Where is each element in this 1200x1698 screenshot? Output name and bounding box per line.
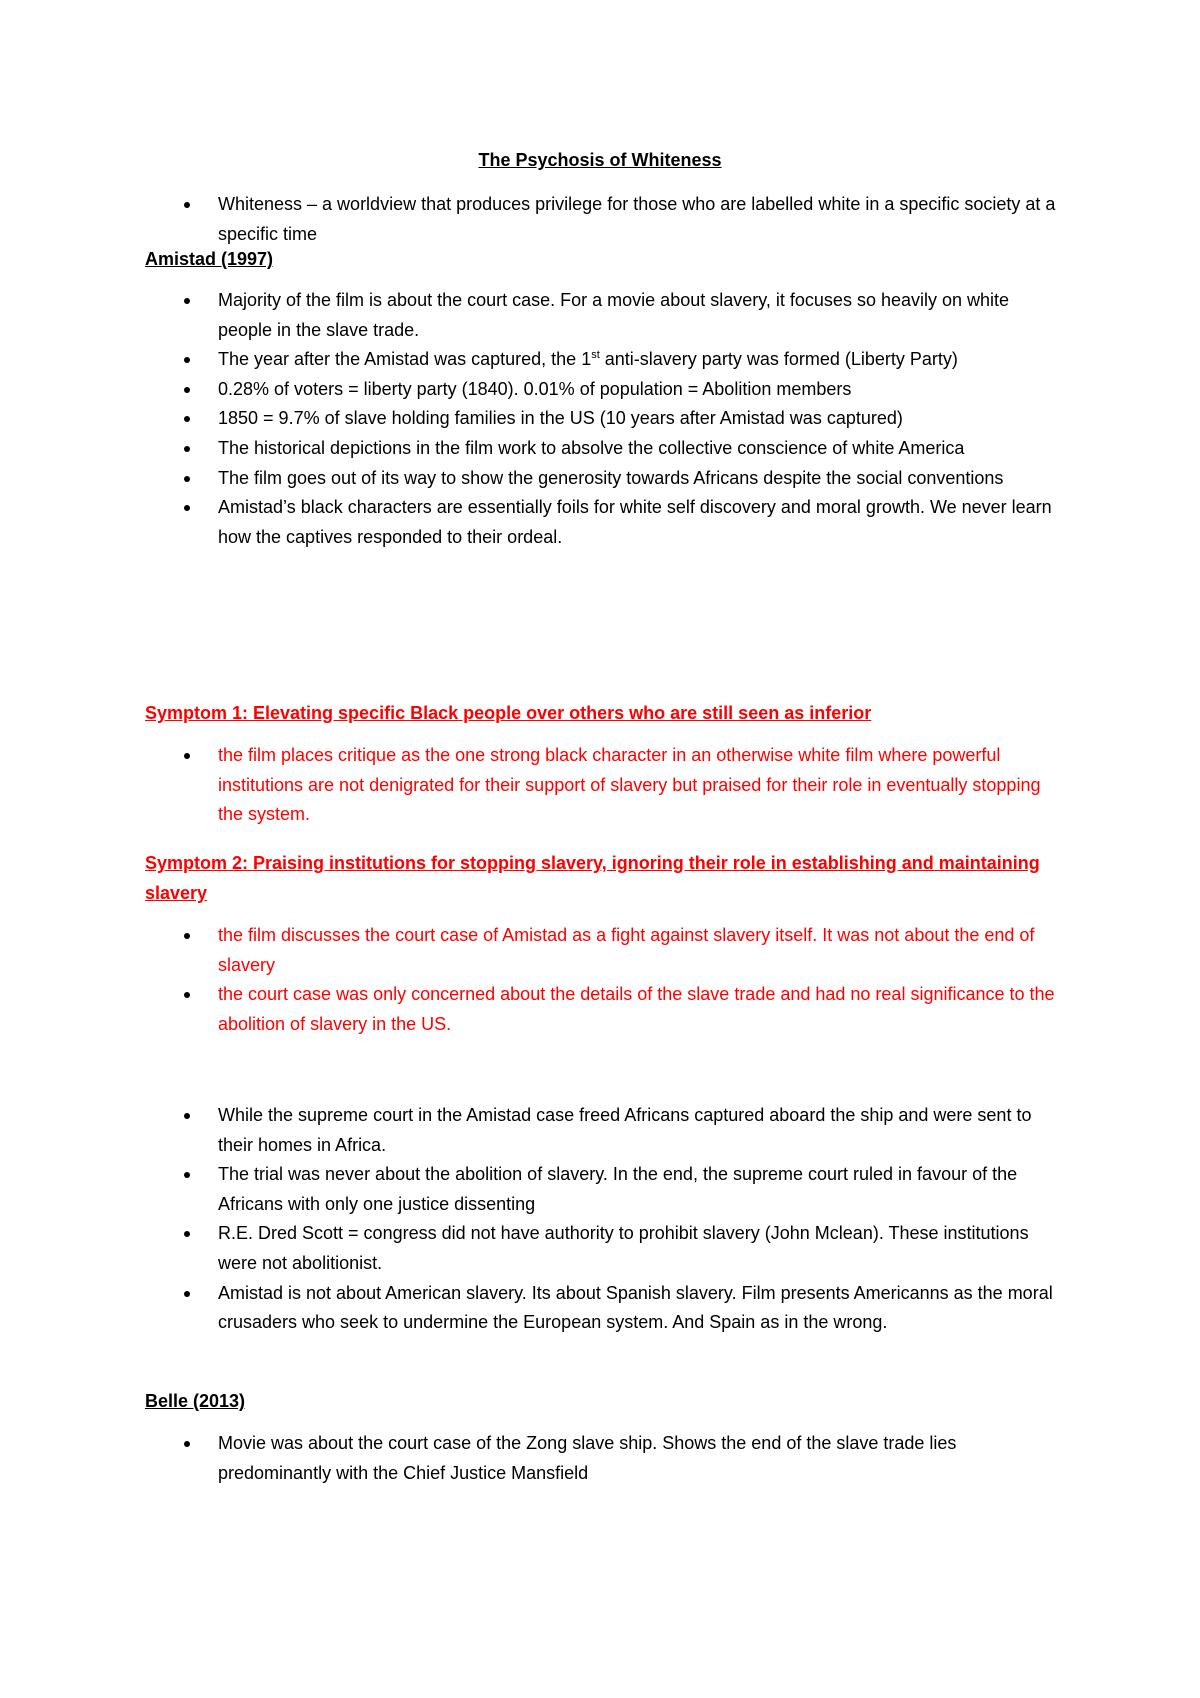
intro-list [145,190,1065,249]
list-item-text: Movie was about the court case of the Zong slave ship. Shows the end of the slave trade lies predominantly with the Chief Justice Mansfield [218,1433,957,1483]
list-item-text: Majority of the film is about the court case. For a movie about slavery, it focuses so heavily on white people in the slave trade. [218,290,1010,340]
list-item-text: The historical depictions in the film work to absolve the collective conscience of white America [218,437,965,458]
symptom-2-list [145,921,1065,1039]
list-item [145,1429,1065,1488]
page-title: The Psychosis of Whiteness [478,150,722,170]
list-item-text: the film places critique as the one strong black character in an otherwise white film where powerful institutions are not denigrated for their support of slavery but praised for their role in eventually stopping the system. [218,745,1041,825]
court-list [145,1101,1065,1338]
section-heading-amistad: Amistad (1997) [145,249,274,269]
list-item-text: 0.28% of voters = liberty party (1840). 0.01% of population = Abolition members [218,378,852,399]
bullet-icon [184,753,190,759]
bullet-icon [184,357,190,363]
list-item-text: Whiteness – a worldview that produces privilege for those who are labelled white in a specific society at a specific time [218,194,1056,244]
list-item-text: 1850 = 9.7% of slave holding families in the US (10 years after Amistad was captured) [218,408,903,429]
bullet-icon [184,1291,190,1297]
section-heading-belle: Belle (2013) [145,1391,246,1411]
list-item-text: While the supreme court in the Amistad case freed Africans captured aboard the ship and were sent to their homes in Africa. [218,1105,1032,1155]
bullet-icon [184,1231,190,1237]
belle-list [145,1429,1065,1488]
bullet-icon [184,505,190,511]
list-item-text-after: anti-slavery party was formed (Liberty Party) [599,349,958,370]
bullet-icon [184,446,190,452]
bullet-icon [184,416,190,422]
bullet-icon [184,992,190,998]
list-item [145,1160,1065,1219]
list-item-text: The film goes out of its way to show the generosity towards Africans despite the social conventions [218,467,1004,488]
list-item-text: the court case was only concerned about the details of the slave trade and had no real significance to the abolition of slavery in the US. [218,984,1055,1034]
list-item [145,404,1065,434]
list-item-text: Amistad is not about American slavery. Its about Spanish slavery. Film presents Americanns as the moral crusaders who seek to undermine the European system. And Spain as in the wrong. [218,1282,1053,1333]
list-item [145,493,1065,552]
section-heading-symptom-2: Symptom 2: Praising institutions for stopping slavery, ignoring their role in establishing and maintaining slavery [145,853,1040,903]
bullet-icon [184,933,190,939]
list-item [145,741,1065,830]
bullet-icon [184,202,190,208]
list-item [145,434,1065,464]
symptom-1-list [145,741,1065,830]
superscript: st [591,349,600,362]
list-item-text: Amistad’s black characters are essentially foils for white self discovery and moral growth. We never learn how the captives responded to their ordeal. [218,497,1052,547]
list-item [145,921,1065,980]
section-heading-symptom-1: Symptom 1: Elevating specific Black people over others who are still seen as inferior [145,703,872,723]
bullet-icon [184,1172,190,1178]
list-item-text: The trial was never about the abolition of slavery. In the end, the supreme court ruled in favour of the Africans with only one justice dissenting [218,1164,1018,1214]
bullet-icon [184,476,190,482]
list-item [145,190,1065,249]
list-item [145,980,1065,1039]
list-item [145,464,1065,494]
bullet-icon [184,387,190,393]
list-item [145,1219,1065,1278]
bullet-icon [184,1113,190,1119]
list-item [145,1279,1065,1338]
list-item-text: R.E. Dred Scott = congress did not have authority to prohibit slavery (John Mclean). These institutions were not abolitionist. [218,1223,1029,1273]
list-item [145,286,1065,345]
list-item-text-before: The year after the Amistad was captured, the 1 [218,349,592,370]
list-item [145,1101,1065,1160]
bullet-icon [184,298,190,304]
list-item [145,375,1065,405]
list-item [145,345,1065,375]
bullet-icon [184,1441,190,1447]
amistad-list [145,286,1065,552]
list-item-text: the film discusses the court case of Amistad as a fight against slavery itself. It was not about the end of slavery [218,925,1035,975]
